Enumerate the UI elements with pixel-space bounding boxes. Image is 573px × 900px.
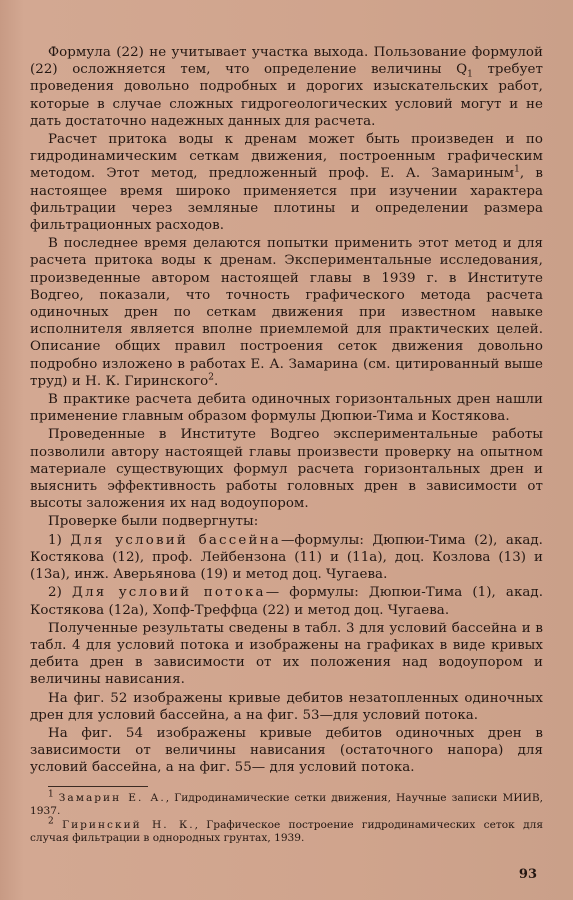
flow-label: Для условий потока — [71, 585, 266, 601]
paragraph-recent-attempts: В последнее время делаются попытки применить этот метод и для расчета притока воды к дренам. Экспериментальные исследования, произведенные автором настоящей главы в 1939 г. в Институте Водгео, показали, что точность графического метода расчета одиночных дрен по сеткам движения при известном навыке исполнителя является вполне приемлемой для практических целей. Описание общих правил построения сеток движения довольно подробно изложено в работах Е. А. Замарина (см. цитированный выше труд) и Н. К. Гиринского$^2$. — [30, 236, 543, 389]
subscript-1: 1 — [467, 69, 473, 80]
paragraph-practice: В практике расчета дебита одиночных горизонтальных дрен нашли применение главным образом формулы Дюпюи-Тима и Костякова. — [30, 392, 543, 425]
list-item-flow: 2) Для условий потока— формулы: Дюпюи-Тима (1), акад. Костякова (12а), Хопф-Треффца (22) и метод доц. Чугаева. — [30, 585, 544, 618]
list-item-basin: 1) Для условий бассейна—формулы: Дюпюи-Тима (2), акад. Костякова (12), проф. Лейбензона (11) и (11а), доц. Козлова (13) и (13а), инж. Аверьянова (19) и метод доц. Чугаева. — [30, 532, 543, 583]
paragraph-fig-54: На фиг. 54 изображены кривые дебитов одиночных дрен в зависимости от величины нависания (остаточного напора) для условий бассейна, а на фиг. 55— для условий потока. — [30, 725, 543, 776]
paragraph-experiments: Проведенные в Институте Водгео экспериментальные работы позволили автору настоящей главы произвести проверку на опытном материале существующих формул расчета горизонтальных дрен и выяснить эффективность работы головных дрен в зависимости от высоты заложения их над водоупором. — [30, 427, 543, 512]
footnote-ref-1[interactable]: 1 — [514, 164, 520, 175]
footnote-2: $^2$ Гиринский Н. К., Графическое построение гидродинамических сеток для случая фильтрации в однородных грунтах, 1939. — [30, 816, 544, 845]
footnote-1-author: Замарин Е. А. — [58, 791, 166, 804]
paragraph-checked: Проверке были подвергнуты: — [48, 514, 259, 530]
paragraph-results: Полученные результаты сведены в табл. 3 для условий бассейна и в табл. 4 для условий потока и изображены на графиках в виде кривых дебита дрен в зависимости от их положения над водоупором и величины нависания. — [30, 620, 543, 688]
footnote-1: $^1$ Замарин Е. А., Гидродинамические сетки движения, Научные записки МИИВ, 1937. — [30, 789, 543, 818]
footnote-2-author: Гиринский Н. К. — [62, 818, 195, 831]
footnote-ref-2[interactable]: 2 — [208, 372, 215, 383]
paragraph-graphic-method: Расчет притока воды к дренам может быть произведен и по гидродинамическим сеткам движения, построенным графическим методом. Этот метод, предложенный проф. Е. А. Замариным$^1$, в настоящее время широко применяется при изучении характера фильтрации через земляные плотины и определении размера фильтрационных расходов. — [30, 132, 544, 234]
basin-label: Для условий бассейна — [70, 532, 281, 548]
paragraph-fig-52: На фиг. 52 изображены кривые дебитов незатопленных одиночных дрен для условий бассейна, а на фиг. 53—для условий потока. — [30, 690, 543, 723]
footnote-divider — [48, 786, 148, 787]
paragraph-formula-22: Формула (22) не учитывает участка выхода. Пользование формулой (22) осложняется тем, что определение величины $Q_1$ требует проведения довольно подробных и дорогих изыскательских работ, которые в случае сложных гидрогеологических условий могут и не дать достаточно надежных данных для расчета. — [30, 45, 543, 129]
page-number: 93 — [518, 867, 537, 882]
